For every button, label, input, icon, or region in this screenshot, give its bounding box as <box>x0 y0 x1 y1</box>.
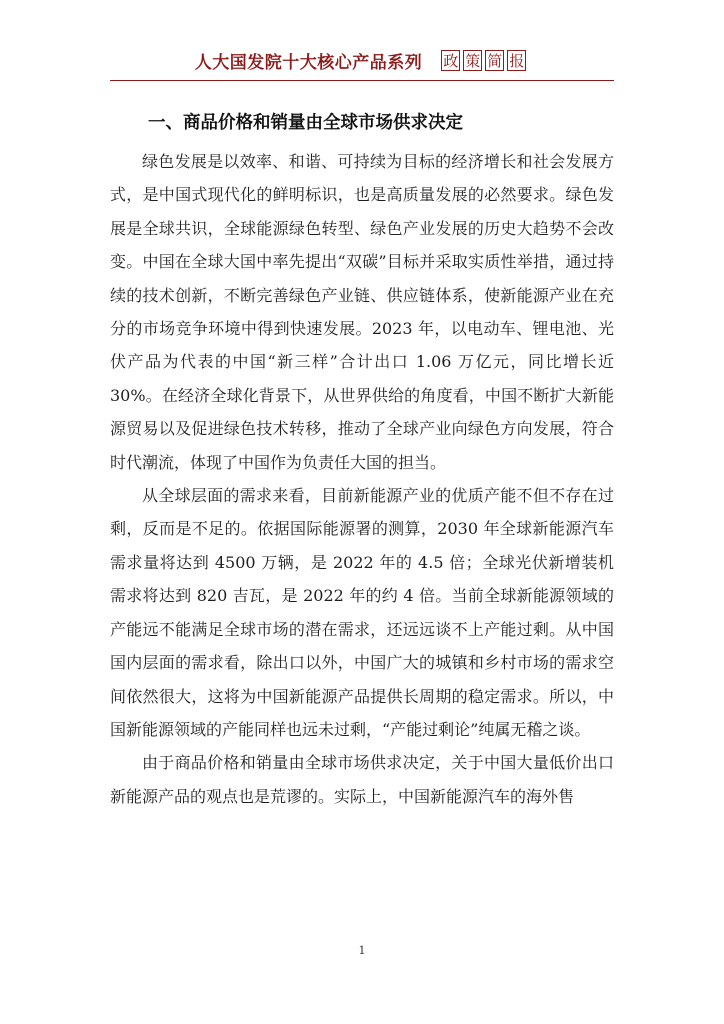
body-paragraph: 由于商品价格和销量由全球市场供求决定，关于中国大量低价出口新能源产品的观点也是荒谬的。实际上，中国新能源汽车的海外售 <box>110 753 614 806</box>
section-heading: 一、商品价格和销量由全球市场供求决定 <box>148 113 463 133</box>
badge-char: 政 <box>443 52 459 70</box>
body-paragraph: 绿色发展是以效率、和谐、可持续为目标的经济增长和社会发展方式，是中国式现代化的鲜明标识，也是高质量发展的必然要求。绿色发展是全球共识，全球能源绿色转型、绿色产业发展的历史大趋势不会改变。中国在全球大国中率先提出“双碳”目标并采取实质性举措，通过持续的技术创新，不断完善绿色产业链、供应链体系，使新能源产业在充分的市场竞争环境中得到快速发展。2023 年，以电动车、锂电池、光伏产品为代表的中国“新三样”合计出口 1.06 万亿元，同比增长近 30%。在经济全球化背景下，从世界供给的角度看，中国不断扩大新能源贸易以及促进绿色技术转移，推动了全球产业向绿色方向发展，符合时代潮流，体现了中国作为负责任大国的担当。 <box>110 152 614 472</box>
badge-char: 报 <box>509 52 525 70</box>
badge-char: 策 <box>465 52 481 70</box>
series-title: 人大国发院十大核心产品系列 <box>194 53 423 73</box>
page-header <box>110 48 614 78</box>
page-number: 1 <box>358 944 366 957</box>
header-divider <box>110 80 614 81</box>
badge-char: 简 <box>487 52 503 70</box>
body-paragraph: 从全球层面的需求来看，目前新能源产业的优质产能不但不存在过剩，反而是不足的。依据国际能源署的测算，2030 年全球新能源汽车需求量将达到 4500 万辆，是 2022 年的 4.5 倍；全球光伏新增装机需求将达到 820 吉瓦，是 2022 年的约 4 倍。当前全球新能源领域的产能远不能满足全球市场的潜在需求，还远远谈不上产能过剩。从中国国内层面的需求看，除出口以外，中国广大的城镇和乡村市场的需求空间依然很大，这将为中国新能源产品提供长周期的稳定需求。所以，中国新能源领域的产能同样也远未过剩，“产能过剩论”纯属无稽之谈。 <box>110 486 614 739</box>
policy-brief-badge <box>441 50 529 71</box>
document-body <box>110 105 614 813</box>
